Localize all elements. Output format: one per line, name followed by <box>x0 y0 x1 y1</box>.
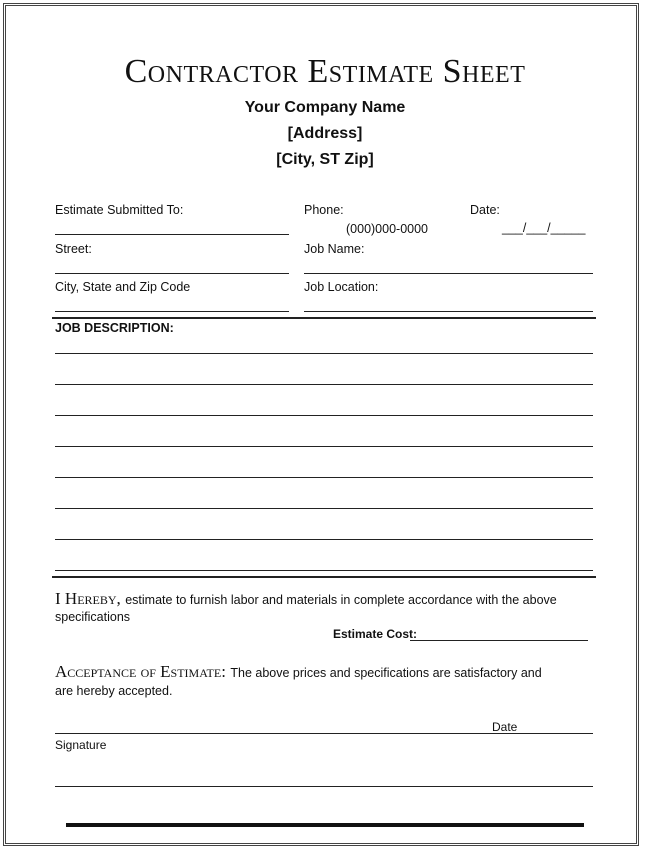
page-title: Contractor Estimate Sheet <box>124 53 526 90</box>
job-description-line[interactable] <box>55 539 593 540</box>
hereby-statement <box>55 589 557 609</box>
street-line[interactable] <box>55 273 289 274</box>
job-location-line[interactable] <box>304 311 593 312</box>
street-label: Street: <box>55 242 92 256</box>
signature-line-2[interactable] <box>55 786 593 787</box>
job-name-label: Job Name: <box>304 242 365 256</box>
hereby-text: estimate to furnish labor and materials in complete accordance with the above <box>125 593 557 607</box>
submitted-to-label: Estimate Submitted To: <box>55 203 184 217</box>
company-address: [Address] <box>287 125 363 142</box>
city-state-zip-line[interactable] <box>55 311 289 312</box>
estimate-cost-label: Estimate Cost: <box>333 627 418 641</box>
footer-rule <box>66 823 584 827</box>
phone-label: Phone: <box>304 203 344 217</box>
job-description-line[interactable] <box>55 508 593 509</box>
date-label: Date: <box>470 203 500 217</box>
job-description-line[interactable] <box>55 353 593 354</box>
phone-value[interactable]: (000)000-0000 <box>346 222 429 236</box>
date-signature-label: Date <box>492 720 518 734</box>
acceptance-text: The above prices and specifications are satisfactory and <box>230 666 542 680</box>
company-city: [City, ST Zip] <box>276 151 374 168</box>
job-description-line[interactable] <box>55 570 593 571</box>
signature-line[interactable] <box>55 733 593 734</box>
acceptance-statement <box>55 662 542 682</box>
job-description-label: JOB DESCRIPTION: <box>55 321 174 335</box>
job-description-line[interactable] <box>55 477 593 478</box>
city-state-zip-label: City, State and Zip Code <box>55 280 191 294</box>
estimate-cost-line[interactable] <box>410 640 588 641</box>
job-name-line[interactable] <box>304 273 593 274</box>
job-description-line[interactable] <box>55 384 593 385</box>
hereby-lead: I Hereby, <box>55 589 121 608</box>
submitted-to-line[interactable] <box>55 234 289 235</box>
section-divider <box>52 317 596 319</box>
company-name: Your Company Name <box>244 99 406 116</box>
job-description-line[interactable] <box>55 415 593 416</box>
job-location-label: Job Location: <box>304 280 379 294</box>
hereby-text-2: specifications <box>55 610 131 624</box>
section-divider <box>52 576 596 578</box>
acceptance-lead: Acceptance of Estimate: <box>55 662 226 681</box>
signature-label: Signature <box>55 738 107 752</box>
acceptance-text-2: are hereby accepted. <box>55 684 173 698</box>
job-description-line[interactable] <box>55 446 593 447</box>
date-value[interactable]: ___/___/_____ <box>502 221 586 235</box>
